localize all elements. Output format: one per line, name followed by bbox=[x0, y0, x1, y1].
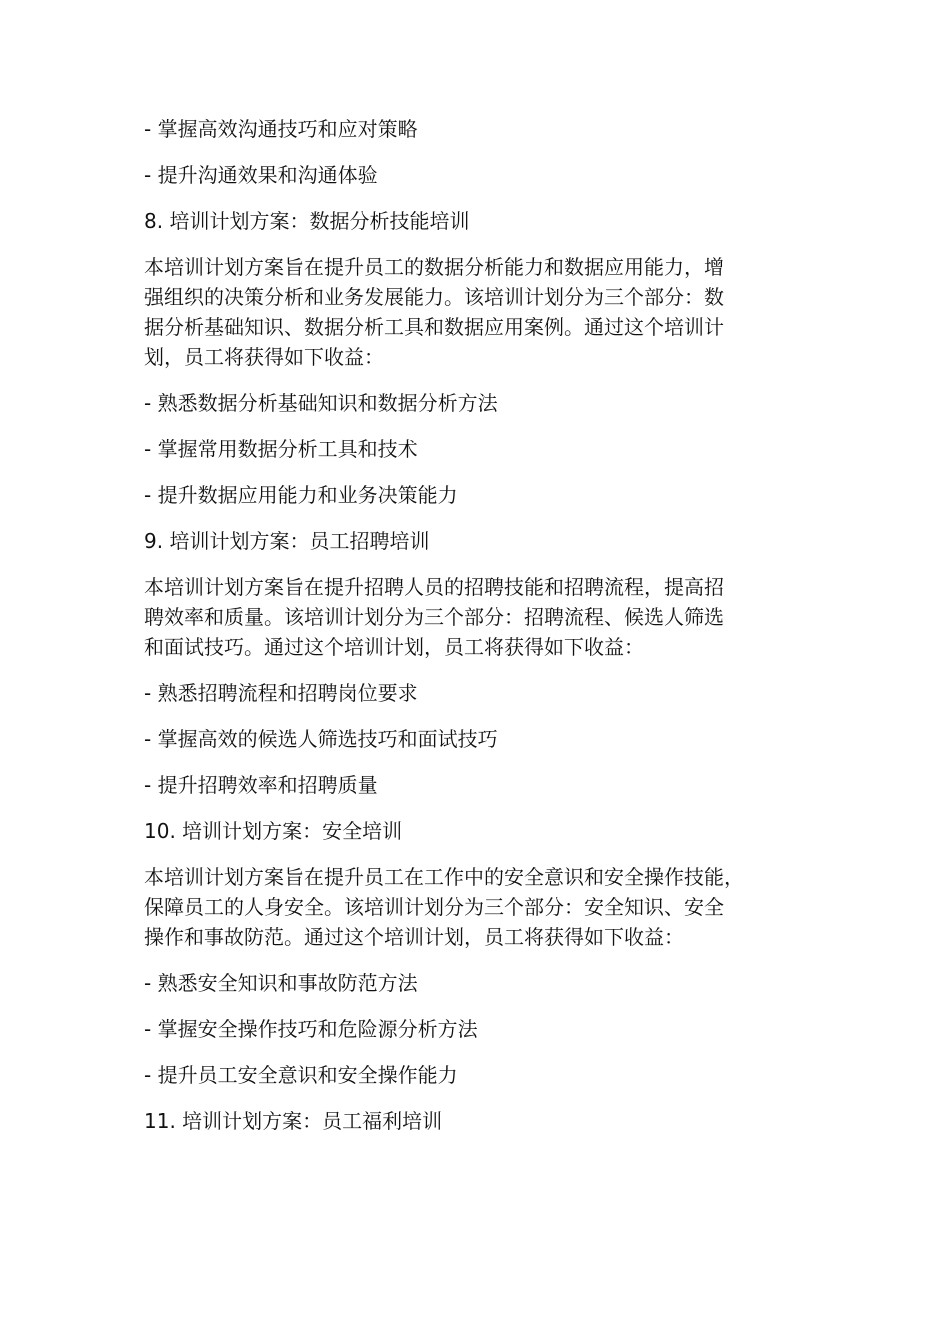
paragraph-line: 本培训计划方案旨在提升招聘人员的招聘技能和招聘流程，提高招 bbox=[144, 575, 724, 599]
section-heading-11: 11. 培训计划方案：员工福利培训 bbox=[144, 1109, 443, 1133]
section-8-paragraph bbox=[144, 252, 804, 372]
paragraph-line: 聘效率和质量。该培训计划分为三个部分：招聘流程、候选人筛选 bbox=[144, 605, 724, 629]
section-9-paragraph bbox=[144, 572, 804, 662]
section-heading-8: 8. 培训计划方案：数据分析技能培训 bbox=[144, 209, 470, 233]
section-heading-10: 10. 培训计划方案：安全培训 bbox=[144, 819, 403, 843]
section-heading-9: 9. 培训计划方案：员工招聘培训 bbox=[144, 529, 430, 553]
section-10-paragraph bbox=[144, 862, 804, 952]
bullet-item: - 提升招聘效率和招聘质量 bbox=[144, 773, 378, 797]
document-body bbox=[144, 114, 804, 1152]
bullet-item: - 掌握高效的候选人筛选技巧和面试技巧 bbox=[144, 727, 498, 751]
paragraph-line: 本培训计划方案旨在提升员工的数据分析能力和数据应用能力，增 bbox=[144, 255, 724, 279]
paragraph-line: 据分析基础知识、数据分析工具和数据应用案例。通过这个培训计 bbox=[144, 315, 724, 339]
bullet-item: - 提升员工安全意识和安全操作能力 bbox=[144, 1063, 458, 1087]
paragraph-line: 和面试技巧。通过这个培训计划，员工将获得如下收益： bbox=[144, 635, 644, 659]
bullet-item: - 熟悉数据分析基础知识和数据分析方法 bbox=[144, 391, 498, 415]
bullet-item: - 提升数据应用能力和业务决策能力 bbox=[144, 483, 458, 507]
paragraph-line: 保障员工的人身安全。该培训计划分为三个部分：安全知识、安全 bbox=[144, 895, 724, 919]
bullet-item: - 掌握安全操作技巧和危险源分析方法 bbox=[144, 1017, 478, 1041]
paragraph-line: 强组织的决策分析和业务发展能力。该培训计划分为三个部分：数 bbox=[144, 285, 724, 309]
bullet-item: - 提升沟通效果和沟通体验 bbox=[144, 163, 378, 187]
bullet-item: - 掌握常用数据分析工具和技术 bbox=[144, 437, 418, 461]
bullet-item: - 熟悉安全知识和事故防范方法 bbox=[144, 971, 418, 995]
paragraph-line: 划，员工将获得如下收益： bbox=[144, 345, 384, 369]
paragraph-line: 本培训计划方案旨在提升员工在工作中的安全意识和安全操作技能， bbox=[144, 865, 744, 889]
bullet-item: - 熟悉招聘流程和招聘岗位要求 bbox=[144, 681, 418, 705]
paragraph-line: 操作和事故防范。通过这个培训计划，员工将获得如下收益： bbox=[144, 925, 684, 949]
bullet-item: - 掌握高效沟通技巧和应对策略 bbox=[144, 117, 418, 141]
